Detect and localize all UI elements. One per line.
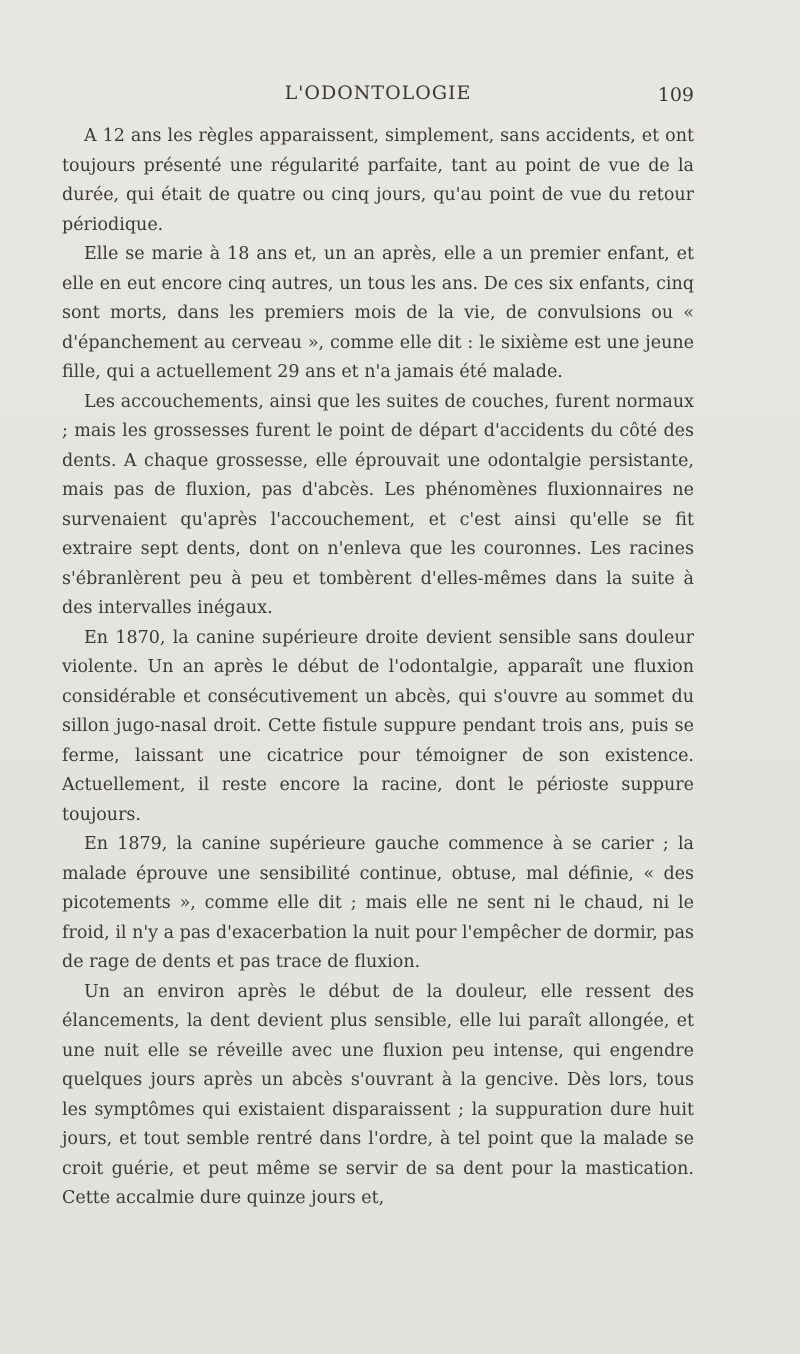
paragraph: En 1879, la canine supérieure gauche commence à se carier ; la malade éprouve une sensibilité continue, obtuse, mal définie, « des picotements », comme elle dit ; mais elle ne sent ni le chaud, ni le froid, il n'y a pas d'exacerbation la nuit pour l'empêcher de dormir, pas de rage de dents et pas trace de fluxion. <box>62 834 694 972</box>
page-number: 109 <box>657 84 694 106</box>
paragraph: Un an environ après le début de la douleur, elle ressent des élancements, la dent devient plus sensible, elle lui paraît allongée, et une nuit elle se réveille avec une fluxion peu intense, qui engendre quelques jours après un abcès s'ouvrant à la gencive. Dès lors, tous les symptômes qui existaient disparaissent ; la suppuration dure huit jours, et tout semble rentré dans l'ordre, à tel point que la malade se croit guérie, et peut même se servir de sa dent pour la mastication. Cette accalmie dure quinze jours et, <box>62 981 694 1208</box>
paragraph: A 12 ans les règles apparaissent, simplement, sans accidents, et ont toujours présenté une régularité parfaite, tant au point de vue de la durée, qui était de quatre ou cinq jours, qu'au point de vue du retour périodique. <box>62 126 694 235</box>
paragraph: Elle se marie à 18 ans et, un an après, elle a un premier enfant, et elle en eut encore cinq autres, un tous les ans. De ces six enfants, cinq sont morts, dans les premiers mois de la vie, de convulsions ou « d'épanchement au cerveau », comme elle dit : le sixième est une jeune fille, qui a actuellement 29 ans et n'a jamais été malade. <box>62 244 694 382</box>
paragraph: Les accouchements, ainsi que les suites de couches, furent normaux ; mais les grossesses furent le point de départ d'accidents du côté des dents. A chaque grossesse, elle éprouvait une odontalgie persistante, mais pas de fluxion, pas d'abcès. Les phénomènes fluxionnaires ne survenaient qu'après l'accouchement, et c'est ainsi qu'elle se fit extraire sept dents, dont on n'enleva que les couronnes. Les racines s'ébranlèrent peu à peu et tombèrent d'elles-mêmes dans la suite à des intervalles inégaux. <box>62 391 694 618</box>
page-header <box>62 82 694 112</box>
body-text <box>62 122 694 1214</box>
paragraph: En 1870, la canine supérieure droite devient sensible sans douleur violente. Un an après le début de l'odontalgie, apparaît une fluxion considérable et consécutivement un abcès, qui s'ouvre au sommet du sillon jugo-nasal droit. Cette fistule suppure pendant trois ans, puis se ferme, laissant une cicatrice pour témoigner de son existence. Actuellement, il reste encore la racine, dont le périoste suppure toujours. <box>62 627 694 825</box>
running-title: L'ODONTOLOGIE <box>284 82 472 104</box>
